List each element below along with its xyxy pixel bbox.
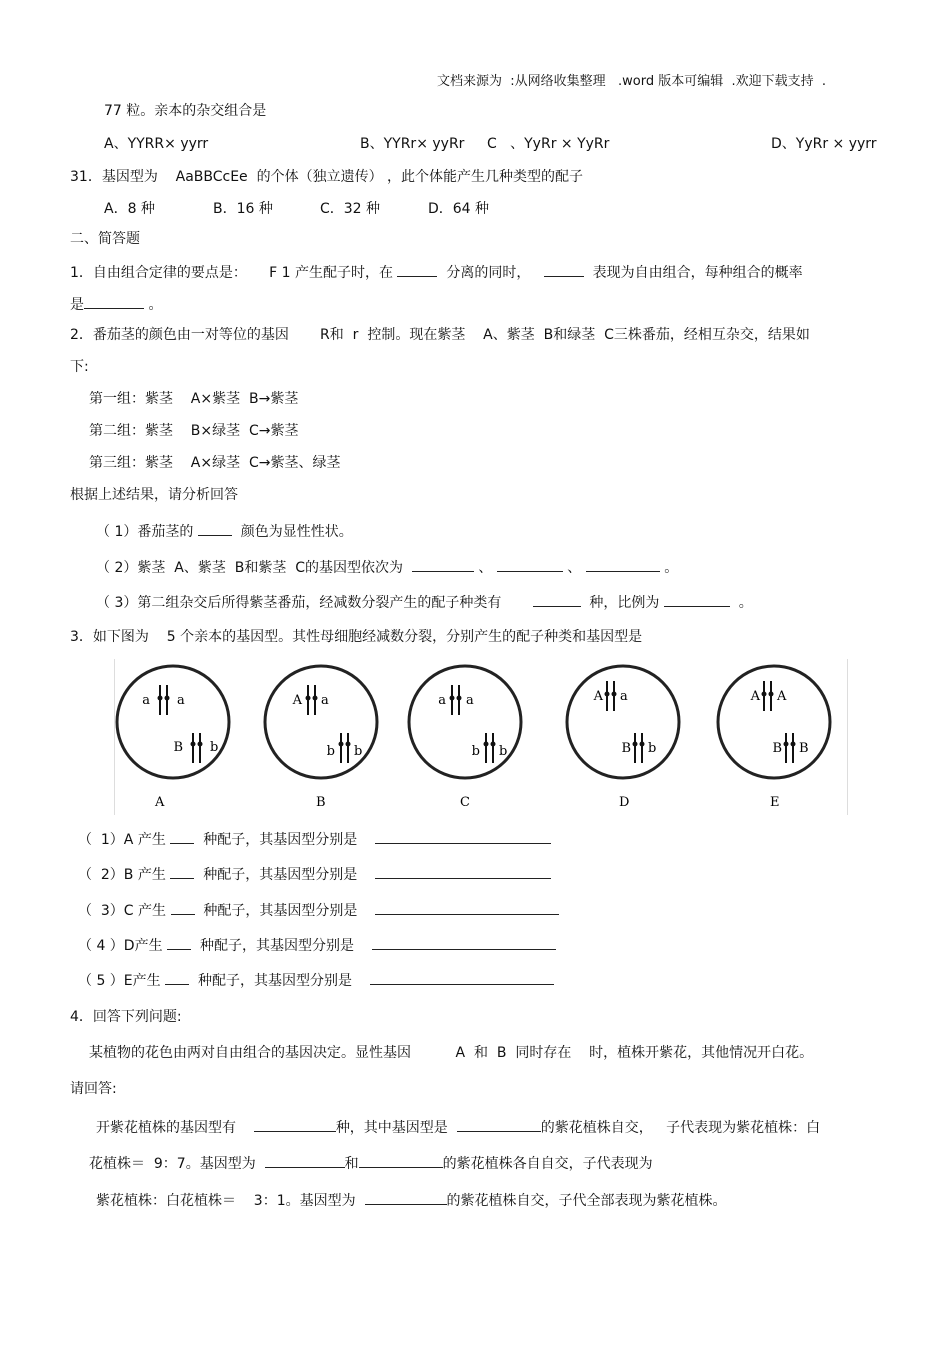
gene-top-right: A (777, 689, 787, 704)
s4-line3 (96, 1117, 820, 1137)
gene-bottom-left: B (621, 741, 631, 756)
s3-item-text-a: （ 3）C 产生 (78, 903, 167, 919)
gene-top-left: a (142, 693, 150, 708)
s4-blank-genotype-2[interactable] (265, 1153, 345, 1168)
gene-top-right: a (466, 693, 474, 708)
gene-top-left: A (593, 689, 603, 704)
cell-c (409, 666, 521, 810)
q30-option-a: A、YYRR× yyrr (104, 136, 209, 152)
s3-item-count-blank[interactable] (171, 900, 195, 915)
s1-blank-1[interactable] (397, 262, 437, 277)
s3-item-3 (78, 900, 559, 920)
s3-item-text-b: 种配子，其基因型分别是 (199, 938, 354, 954)
s2-q2-text: （ 2）紫茎 A、紫茎 B和紫茎 C的基因型依次为 (96, 560, 404, 576)
gene-bottom-left: b (471, 744, 480, 759)
s2-q1 (96, 521, 353, 541)
s1-text-1: 1．自由组合定律的要点是： F 1 产生配子时，在 (70, 265, 394, 281)
q31-stem: 31．基因型为 AaBBCcEe 的个体（独立遗传） ，此个体能产生几种类型的配子 (70, 169, 584, 185)
q30-option-d: D、YyRr × yyrr (771, 136, 877, 152)
s2-q2-sep-1: 、 (478, 560, 493, 576)
s2-q2-end: 。 (664, 560, 679, 576)
s2-group-1: 第一组：紫茎 A×紫茎 B→紫茎 (89, 391, 299, 407)
cell-label: A (155, 795, 165, 810)
cell-circle (265, 666, 377, 778)
s2-prompt: 根据上述结果，请分析回答 (70, 487, 238, 503)
s3-stem: 3．如下图为 5 个亲本的基因型。其性母细胞经减数分裂，分别产生的配子种类和基因型是 (70, 629, 643, 645)
s4-blank-genotype-4[interactable] (365, 1190, 447, 1205)
gene-bottom-right: b (499, 744, 508, 759)
q31-option-a: A．8 种 (104, 201, 155, 217)
cell-label: C (460, 795, 470, 810)
cell-circle (718, 666, 830, 778)
s1-text-3: 表现为自由组合，每种组合的概率 (592, 265, 803, 281)
s4-l4-text-c: 的紫花植株各自自交，子代表现为 (442, 1156, 653, 1172)
gene-bottom-right: b (354, 744, 363, 759)
s4-line4 (89, 1153, 653, 1173)
s2-q3 (96, 592, 753, 612)
s4-l5-text-b: 的紫花植株自交，子代全部表现为紫花植株。 (446, 1193, 727, 1209)
cell-circle (117, 666, 229, 778)
s3-item-text-b: 种配子，其基因型分别是 (203, 832, 358, 848)
s3-item-text-b: 种配子，其基因型分别是 (203, 867, 358, 883)
s2-group-2: 第二组：紫茎 B×绿茎 C→紫茎 (89, 423, 299, 439)
s1-text-4: 是 (70, 297, 84, 313)
s3-item-text-a: （ 5 ）E产生 (78, 973, 161, 989)
s3-item-genotype-blank[interactable] (370, 970, 554, 985)
genotype-diagram (115, 659, 847, 815)
gene-top-right: a (321, 693, 329, 708)
s1-text-2: 分离的同时， (446, 265, 531, 281)
s2-q3-text-b: 种，比例为 (589, 595, 660, 611)
s3-item-text-a: （ 4 ）D产生 (78, 938, 163, 954)
s2-q3-blank-2[interactable] (664, 592, 730, 607)
gene-top-left: A (292, 693, 302, 708)
q31-option-d: D．64 种 (428, 201, 490, 217)
s3-item-genotype-blank[interactable] (372, 935, 556, 950)
s3-item-2 (78, 864, 551, 884)
s3-item-text-a: （ 2）B 产生 (78, 867, 166, 883)
gene-top-left: A (750, 689, 760, 704)
s1-blank-3[interactable] (84, 294, 144, 309)
s2-q2 (96, 557, 678, 577)
cell-circle (567, 666, 679, 778)
s2-stem-line2: 下: (70, 359, 89, 375)
section-title: 二、简答题 (70, 231, 140, 247)
s4-l3-text-b: 种，其中基因型是 (335, 1120, 448, 1136)
s1-line1 (70, 262, 803, 282)
s3-item-genotype-blank[interactable] (375, 864, 551, 879)
s2-group-3: 第三组：紫茎 A×绿茎 C→紫茎、绿茎 (89, 455, 341, 471)
s2-q1-blank[interactable] (198, 521, 232, 536)
cell-d (567, 666, 679, 810)
cell-a (117, 666, 229, 810)
s3-item-text-a: （ 1）A 产生 (78, 832, 166, 848)
cell-circle (409, 666, 521, 778)
s4-l3-text-c: 的紫花植株自交， 子代表现为紫花植株：白 (540, 1120, 821, 1136)
s2-q2-blank-1[interactable] (412, 557, 474, 572)
s4-line1: 某植物的花色由两对自由组合的基因决定。显性基因 A 和 B 同时存在 时，植株开紫花，其他情况开白花。 (89, 1045, 814, 1061)
s4-l3-text-a: 开紫花植株的基因型有 (96, 1120, 236, 1136)
q30-option-c: C 、YyRr × YyRr (487, 136, 610, 152)
genotype-figure (114, 659, 848, 815)
s2-q3-end: 。 (738, 595, 753, 611)
gene-bottom-left: B (173, 740, 183, 755)
s4-blank-genotype-3[interactable] (359, 1153, 443, 1168)
s3-item-genotype-blank[interactable] (375, 829, 551, 844)
s4-line2: 请回答: (70, 1081, 117, 1097)
gene-top-left: a (438, 693, 446, 708)
s3-item-count-blank[interactable] (170, 864, 194, 879)
s4-l4-text-b: 和 (344, 1156, 359, 1172)
s2-q2-sep-2: 、 (567, 560, 582, 576)
s4-l4-text-a: 花植株＝ 9：7。基因型为 (89, 1156, 256, 1172)
cell-label: D (619, 795, 630, 810)
gene-top-right: a (620, 689, 628, 704)
q31-option-c: C．32 种 (320, 201, 381, 217)
cell-b (265, 666, 377, 810)
q31-option-b: B．16 种 (213, 201, 273, 217)
s4-stem: 4．回答下列问题: (70, 1009, 182, 1025)
q30-option-b: B、YYRr× yyRr (360, 136, 465, 152)
gene-bottom-right: B (799, 741, 809, 756)
s2-q1-text-a: （ 1）番茄茎的 (96, 524, 194, 540)
page-header: 文档来源为 :从网络收集整理 .word 版本可编辑 .欢迎下载支持 . (437, 74, 827, 89)
s3-item-text-b: 种配子，其基因型分别是 (198, 973, 353, 989)
s3-item-count-blank[interactable] (167, 935, 191, 950)
s3-item-count-blank[interactable] (165, 970, 189, 985)
s3-item-4 (78, 935, 556, 955)
s4-blank-genotype-1[interactable] (457, 1117, 541, 1132)
q30-stem-tail: 77 粒。亲本的杂交组合是 (104, 103, 267, 119)
s2-q3-blank-1[interactable] (533, 592, 581, 607)
s3-item-text-b: 种配子，其基因型分别是 (203, 903, 358, 919)
s2-stem-line1: 2．番茄茎的颜色由一对等位的基因 R和 r 控制。现在紫茎 A、紫茎 B和绿茎 C三株番茄，经相互杂交，结果如 (70, 327, 810, 343)
s1-line2 (70, 294, 162, 314)
s3-item-genotype-blank[interactable] (375, 900, 559, 915)
s1-text-5: 。 (144, 297, 163, 313)
s2-q1-text-b: 颜色为显性性状。 (240, 524, 353, 540)
cell-e (718, 666, 830, 810)
s4-l5-text-a: 紫花植株：白花植株＝ 3：1。基因型为 (96, 1193, 356, 1209)
s2-q2-blank-2[interactable] (497, 557, 563, 572)
s4-blank-count[interactable] (254, 1117, 336, 1132)
s2-q2-blank-3[interactable] (586, 557, 660, 572)
s1-blank-2[interactable] (544, 262, 584, 277)
gene-bottom-left: B (772, 741, 782, 756)
gene-bottom-right: b (648, 741, 657, 756)
s3-item-count-blank[interactable] (170, 829, 194, 844)
gene-top-right: a (177, 693, 185, 708)
gene-bottom-right: b (210, 740, 219, 755)
s4-line5 (96, 1190, 727, 1210)
s3-item-5 (78, 970, 554, 990)
s2-q3-text-a: （ 3）第二组杂交后所得紫茎番茄，经减数分裂产生的配子种类有 (96, 595, 502, 611)
s3-item-1 (78, 829, 551, 849)
gene-bottom-left: b (326, 744, 335, 759)
cell-label: E (770, 795, 780, 810)
cell-label: B (316, 795, 326, 810)
